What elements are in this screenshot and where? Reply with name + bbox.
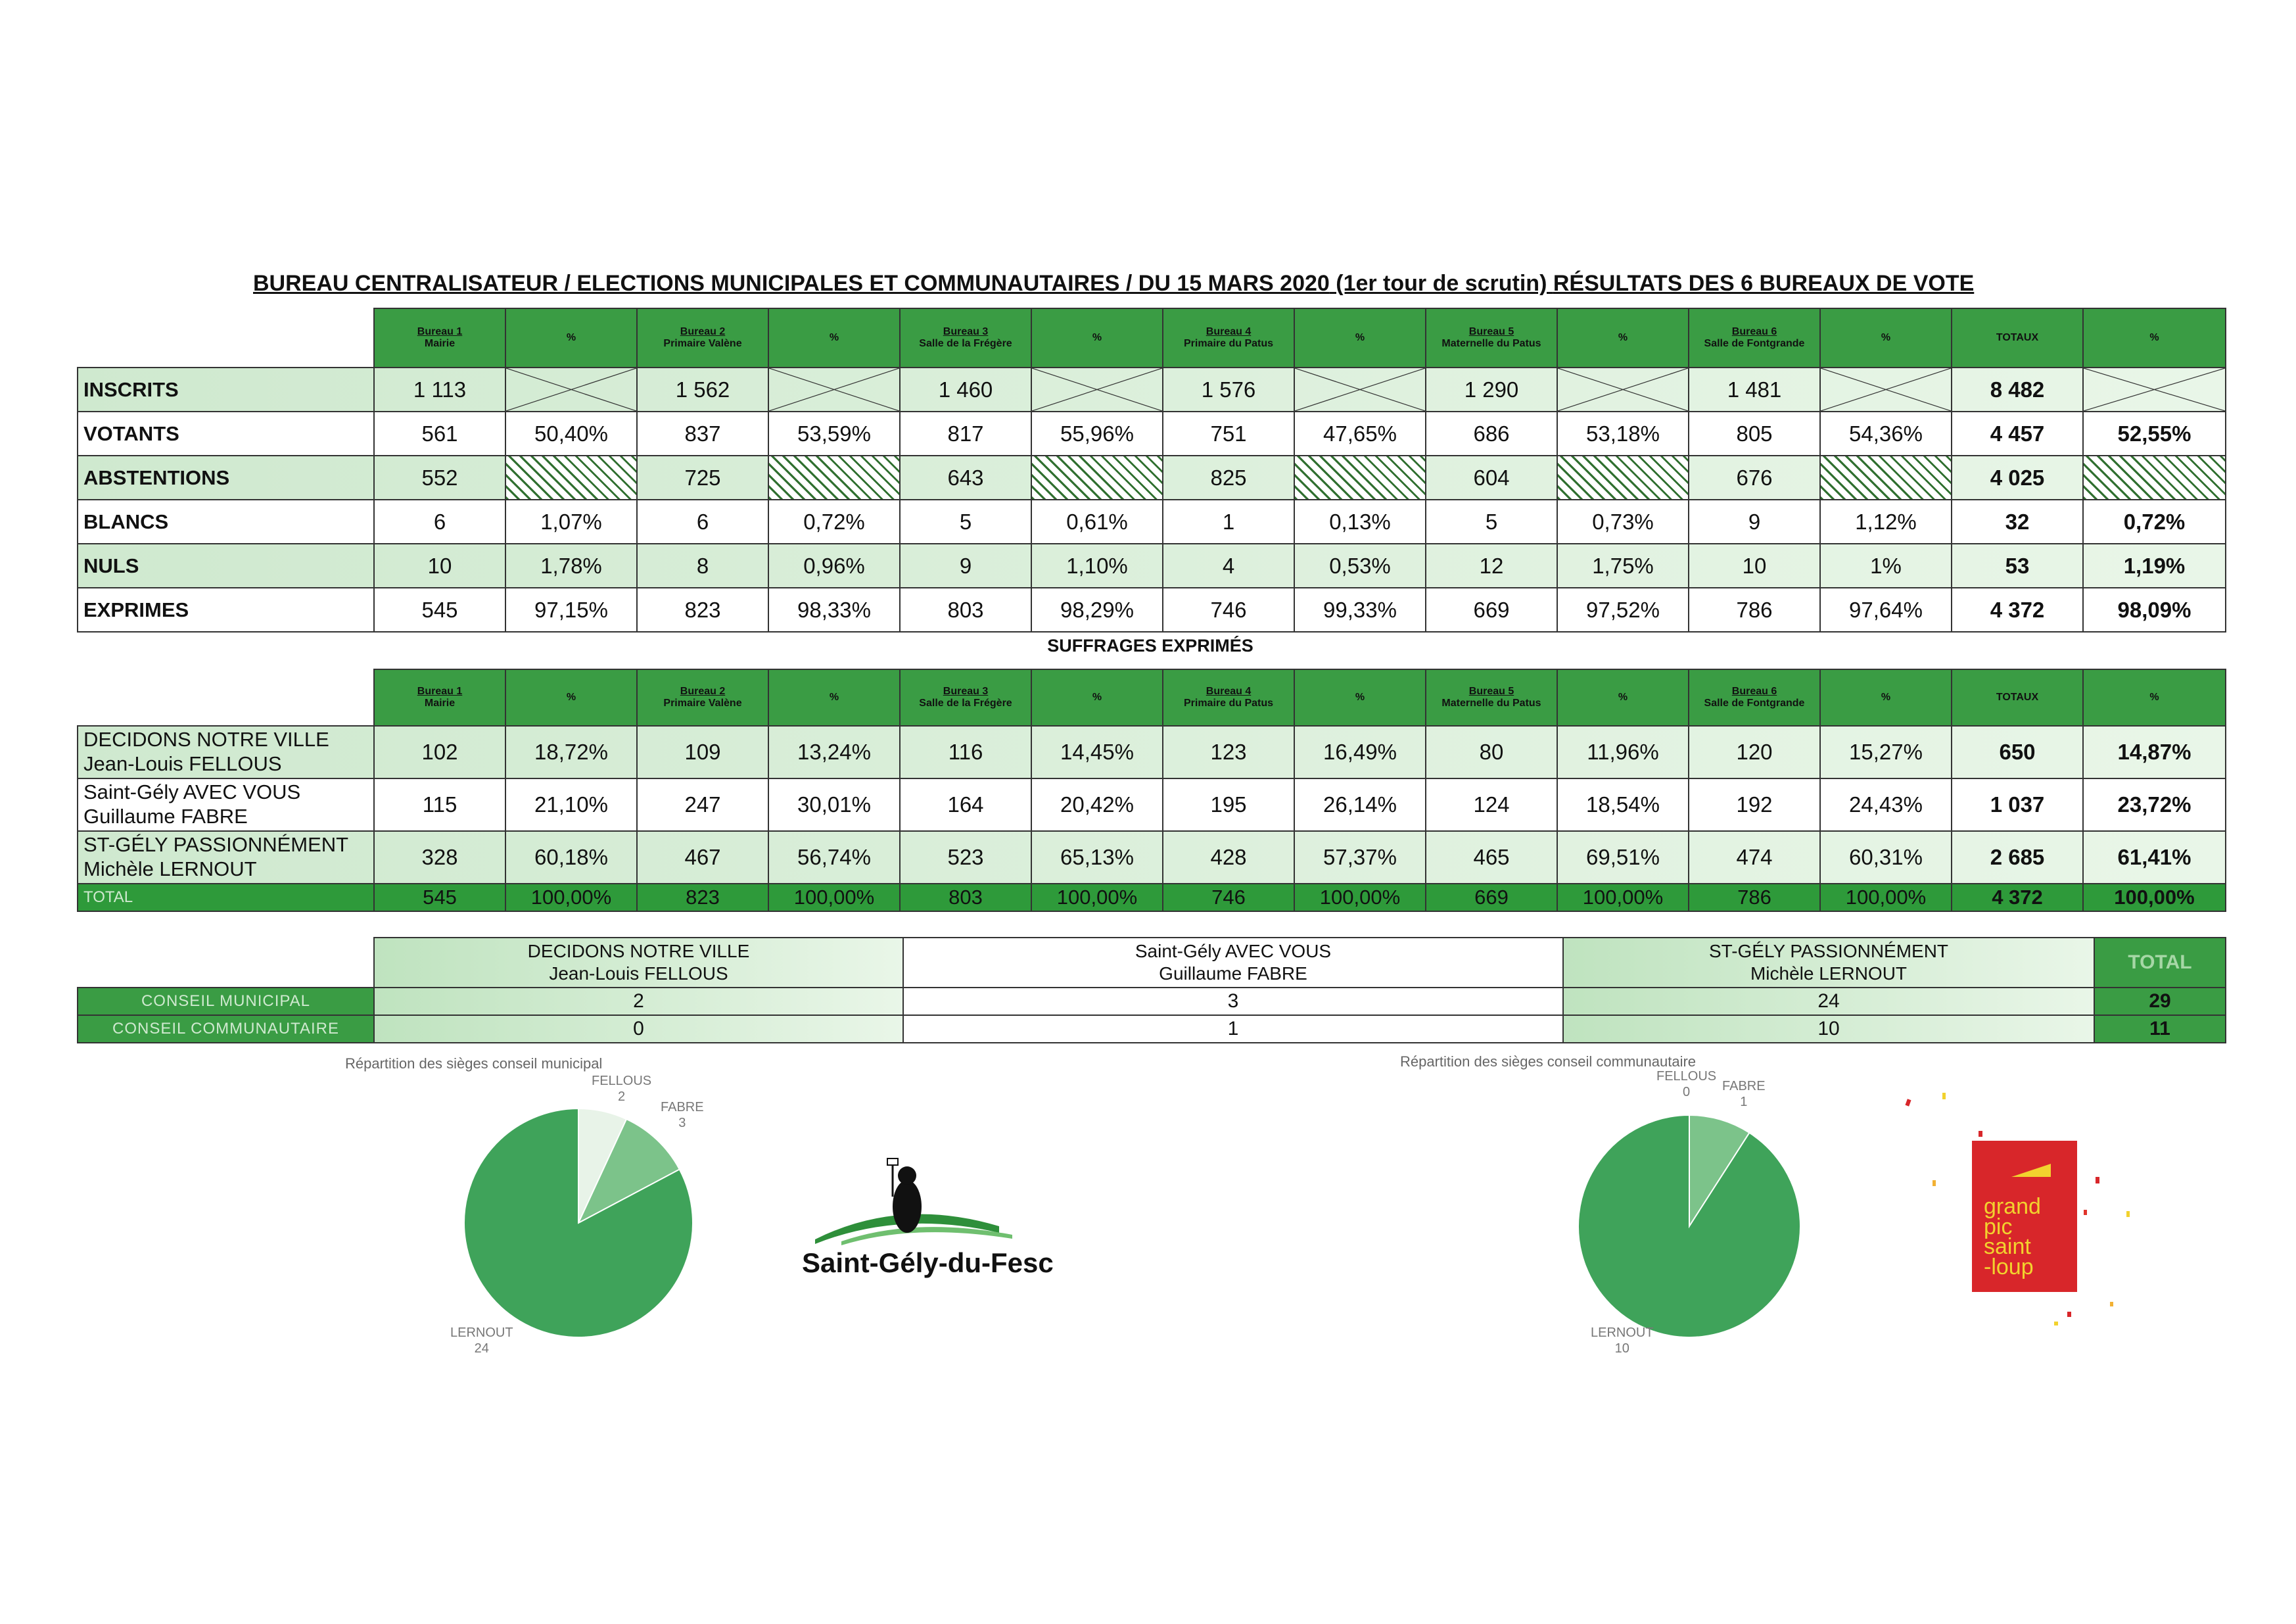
- bureau-name: Bureau 5: [1468, 325, 1514, 337]
- list-label: [78, 778, 374, 831]
- total-cell: 650: [1952, 726, 2083, 778]
- bureau-place: Salle de Fontgrande: [1704, 338, 1805, 349]
- bureau-header: [374, 308, 505, 368]
- gpsl-line2: pic: [1984, 1214, 2013, 1239]
- value-cell: 10: [374, 544, 505, 588]
- gpsl-line1: grand: [1984, 1194, 2041, 1219]
- bureau-name: Bureau 6: [1731, 325, 1777, 337]
- cross-mark: [506, 368, 636, 411]
- row-label: EXPRIMES: [78, 588, 374, 632]
- value-cell: 6: [374, 500, 505, 544]
- seats-total: 29: [2094, 988, 2226, 1015]
- pct-cell: 97,52%: [1557, 588, 1689, 632]
- bureau-header: [637, 669, 768, 726]
- value-cell: 686: [1426, 412, 1557, 456]
- total-pct-cell: 14,87%: [2083, 726, 2226, 778]
- seats-party-lernout: ST-GÉLY PASSIONNÉMENT Michèle LERNOUT: [1563, 938, 2094, 988]
- header-corner: [78, 669, 374, 726]
- total-cell: 2 685: [1952, 831, 2083, 884]
- bureau-place: Mairie: [424, 698, 456, 709]
- pct-cell: 13,24%: [768, 726, 900, 778]
- pct-cell: 100,00%: [505, 884, 637, 911]
- pct-cell: 100,00%: [1820, 884, 1952, 911]
- total-pct-cell: 23,72%: [2083, 778, 2226, 831]
- pct-header: %: [768, 669, 900, 726]
- pie1-title: Répartition des sièges conseil municipal: [345, 1055, 603, 1072]
- list-row: [78, 726, 2226, 778]
- gpsl-line4: -loup: [1984, 1254, 2034, 1279]
- pct-cell: 15,27%: [1820, 726, 1952, 778]
- pct-cell: 54,36%: [1820, 412, 1952, 456]
- total-pct-cell: 98,09%: [2083, 588, 2226, 632]
- bureau-header: [1689, 669, 1820, 726]
- cross-mark: [1558, 368, 1688, 411]
- seats-row-label: CONSEIL MUNICIPAL: [78, 988, 374, 1015]
- total-cell: 4 025: [1952, 456, 2083, 500]
- value-cell: 837: [637, 412, 768, 456]
- bureau-name: Bureau 3: [943, 325, 989, 337]
- value-cell: 1 113: [374, 368, 505, 412]
- table-row: [78, 544, 2226, 588]
- pie2-title: Répartition des sièges conseil communautaire: [1400, 1053, 1697, 1070]
- value-cell: 643: [900, 456, 1031, 500]
- title-main: BUREAU CENTRALISATEUR / ELECTIONS MUNICIPALES ET COMMUNAUTAIRES / DU 15 MARS 2020: [253, 271, 1330, 296]
- bureau-place: Maternelle du Patus: [1441, 698, 1541, 709]
- bureau-header: [1689, 308, 1820, 368]
- pct-cell: 98,29%: [1031, 588, 1163, 632]
- value-cell: 5: [900, 500, 1031, 544]
- pie2-label-fellous: FELLOUS 0: [1656, 1069, 1717, 1099]
- value-cell: 1 481: [1689, 368, 1820, 412]
- value-cell: 669: [1426, 884, 1557, 911]
- bureau-place: Salle de Fontgrande: [1704, 698, 1805, 709]
- table-row: [78, 368, 2226, 412]
- pct-cell: [1031, 368, 1163, 412]
- gpsl-line3: saint: [1984, 1234, 2031, 1260]
- pie1-label-fabre: FABRE 3: [661, 1100, 704, 1130]
- pct-cell: 14,45%: [1031, 726, 1163, 778]
- pct-cell: 56,74%: [768, 831, 900, 884]
- seats-table: [77, 937, 2226, 1043]
- total-cell: 8 482: [1952, 368, 2083, 412]
- total-pct-cell: 100,00%: [2083, 884, 2226, 911]
- pie-chart-communautaire: [1574, 1111, 1804, 1341]
- bureau-place: Salle de la Frégère: [919, 698, 1012, 709]
- pct-cell: 99,33%: [1294, 588, 1426, 632]
- pct-header: %: [2083, 669, 2226, 726]
- bureau-header: [1426, 669, 1557, 726]
- total-pct-cell: 0,72%: [2083, 500, 2226, 544]
- pct-cell: [505, 456, 637, 500]
- pct-cell: 1,78%: [505, 544, 637, 588]
- bureau-place: Maternelle du Patus: [1441, 338, 1541, 349]
- list-name: ST-GÉLY PASSIONNÉMENT: [83, 833, 349, 857]
- participation-table: [77, 308, 2226, 633]
- total-pct-cell: [2083, 456, 2226, 500]
- value-cell: 10: [1689, 544, 1820, 588]
- value-cell: 604: [1426, 456, 1557, 500]
- pie2-label-lernout: LERNOUT 10: [1591, 1325, 1654, 1356]
- value-cell: 1 576: [1163, 368, 1294, 412]
- pct-cell: 0,96%: [768, 544, 900, 588]
- value-cell: 102: [374, 726, 505, 778]
- pct-cell: [1820, 456, 1952, 500]
- bureau-name: Bureau 6: [1731, 685, 1777, 697]
- row-label: ABSTENTIONS: [78, 456, 374, 500]
- cross-mark: [769, 368, 899, 411]
- cross-mark: [1032, 368, 1162, 411]
- pct-cell: 0,61%: [1031, 500, 1163, 544]
- seats-cell: 2: [374, 988, 903, 1015]
- pct-cell: 1,75%: [1557, 544, 1689, 588]
- value-cell: 12: [1426, 544, 1557, 588]
- totals-header: TOTAUX: [1952, 308, 2083, 368]
- bureau-header: [1163, 669, 1294, 726]
- total-pct-cell: [2083, 368, 2226, 412]
- list-leader: Jean-Louis FELLOUS: [83, 752, 282, 775]
- seats-total: 11: [2094, 1015, 2226, 1043]
- total-cell: 4 457: [1952, 412, 2083, 456]
- value-cell: 4: [1163, 544, 1294, 588]
- list-leader: Guillaume FABRE: [83, 805, 248, 828]
- bear-emblem-icon: [802, 1157, 1029, 1249]
- town-name: Saint-Gély-du-Fesc: [802, 1247, 1054, 1278]
- cross-mark: [2084, 368, 2225, 411]
- value-cell: 805: [1689, 412, 1820, 456]
- pct-cell: [768, 456, 900, 500]
- pct-header: %: [1820, 308, 1952, 368]
- seats-total-header: TOTAL: [2094, 938, 2226, 988]
- title-results: RÉSULTATS DES 6 BUREAUX DE VOTE: [1553, 271, 1975, 296]
- pct-cell: 24,43%: [1820, 778, 1952, 831]
- value-cell: 195: [1163, 778, 1294, 831]
- value-cell: 725: [637, 456, 768, 500]
- row-label: INSCRITS: [78, 368, 374, 412]
- bureau-name: Bureau 1: [417, 685, 463, 697]
- pct-cell: [768, 368, 900, 412]
- seats-cell: 1: [903, 1015, 1563, 1043]
- title-round: (1er tour de scrutin): [1329, 271, 1553, 296]
- total-cell: 53: [1952, 544, 2083, 588]
- value-cell: 467: [637, 831, 768, 884]
- pct-cell: 1,07%: [505, 500, 637, 544]
- value-cell: 109: [637, 726, 768, 778]
- pct-cell: [1557, 456, 1689, 500]
- pct-cell: 1%: [1820, 544, 1952, 588]
- list-leader: Michèle LERNOUT: [83, 857, 257, 880]
- value-cell: 120: [1689, 726, 1820, 778]
- suffrages-heading: SUFFRAGES EXPRIMÉS: [1047, 636, 1253, 656]
- value-cell: 5: [1426, 500, 1557, 544]
- list-label: [78, 831, 374, 884]
- seats-cell: 3: [903, 988, 1563, 1015]
- pct-header: %: [768, 308, 900, 368]
- total-cell: 4 372: [1952, 588, 2083, 632]
- pct-cell: [1820, 368, 1952, 412]
- value-cell: 123: [1163, 726, 1294, 778]
- bureau-place: Mairie: [424, 338, 456, 349]
- pct-header: %: [1031, 669, 1163, 726]
- value-cell: 8: [637, 544, 768, 588]
- pct-cell: 21,10%: [505, 778, 637, 831]
- pct-cell: 100,00%: [768, 884, 900, 911]
- pct-cell: 55,96%: [1031, 412, 1163, 456]
- total-label: TOTAL: [78, 884, 374, 911]
- value-cell: 751: [1163, 412, 1294, 456]
- value-cell: 823: [637, 884, 768, 911]
- value-cell: 80: [1426, 726, 1557, 778]
- pct-cell: 0,53%: [1294, 544, 1426, 588]
- pct-cell: 60,31%: [1820, 831, 1952, 884]
- value-cell: 1 562: [637, 368, 768, 412]
- pct-cell: 26,14%: [1294, 778, 1426, 831]
- list-row: [78, 778, 2226, 831]
- seats-cell: 0: [374, 1015, 903, 1043]
- bureau-name: Bureau 2: [680, 685, 726, 697]
- pct-cell: 100,00%: [1294, 884, 1426, 911]
- total-cell: 4 372: [1952, 884, 2083, 911]
- bureau-place: Primaire du Patus: [1183, 698, 1274, 709]
- value-cell: 1 460: [900, 368, 1031, 412]
- pct-header: %: [1294, 308, 1426, 368]
- pct-cell: [505, 368, 637, 412]
- pct-cell: 65,13%: [1031, 831, 1163, 884]
- value-cell: 9: [1689, 500, 1820, 544]
- bureau-header: [374, 669, 505, 726]
- value-cell: 561: [374, 412, 505, 456]
- pct-cell: 98,33%: [768, 588, 900, 632]
- value-cell: 803: [900, 884, 1031, 911]
- list-name: DECIDONS NOTRE VILLE: [83, 728, 329, 752]
- pie1-label-lernout: LERNOUT 24: [450, 1325, 513, 1356]
- pct-cell: 0,13%: [1294, 500, 1426, 544]
- pct-cell: 16,49%: [1294, 726, 1426, 778]
- value-cell: 746: [1163, 884, 1294, 911]
- bureau-place: Primaire Valène: [663, 338, 742, 349]
- pct-header: %: [1557, 669, 1689, 726]
- pct-cell: 50,40%: [505, 412, 637, 456]
- value-cell: 746: [1163, 588, 1294, 632]
- pct-cell: 20,42%: [1031, 778, 1163, 831]
- pct-cell: 60,18%: [505, 831, 637, 884]
- pct-cell: 30,01%: [768, 778, 900, 831]
- list-row: [78, 831, 2226, 884]
- seats-party-fellous: DECIDONS NOTRE VILLE Jean-Louis FELLOUS: [374, 938, 903, 988]
- row-label: VOTANTS: [78, 412, 374, 456]
- pct-header: %: [1820, 669, 1952, 726]
- list-label: [78, 726, 374, 778]
- pct-cell: 1,10%: [1031, 544, 1163, 588]
- seats-cell: 24: [1563, 988, 2094, 1015]
- bureau-place: Primaire du Patus: [1183, 338, 1274, 349]
- bureau-header: [900, 308, 1031, 368]
- bureau-header: [637, 308, 768, 368]
- value-cell: 523: [900, 831, 1031, 884]
- pct-cell: 18,72%: [505, 726, 637, 778]
- header-corner: [78, 308, 374, 368]
- value-cell: 786: [1689, 884, 1820, 911]
- value-cell: 676: [1689, 456, 1820, 500]
- value-cell: 428: [1163, 831, 1294, 884]
- pct-cell: [1557, 368, 1689, 412]
- total-pct-cell: 61,41%: [2083, 831, 2226, 884]
- cross-mark: [1821, 368, 1951, 411]
- value-cell: 164: [900, 778, 1031, 831]
- bureau-name: Bureau 4: [1206, 325, 1252, 337]
- pie-chart-municipal: [460, 1105, 697, 1341]
- pct-header: %: [505, 669, 637, 726]
- row-label: NULS: [78, 544, 374, 588]
- value-cell: 825: [1163, 456, 1294, 500]
- value-cell: 1: [1163, 500, 1294, 544]
- pct-cell: 97,15%: [505, 588, 637, 632]
- value-cell: 247: [637, 778, 768, 831]
- value-cell: 115: [374, 778, 505, 831]
- pct-header: %: [1294, 669, 1426, 726]
- value-cell: 552: [374, 456, 505, 500]
- table-row: [78, 412, 2226, 456]
- pct-cell: 47,65%: [1294, 412, 1426, 456]
- pct-cell: 18,54%: [1557, 778, 1689, 831]
- pct-cell: 53,59%: [768, 412, 900, 456]
- total-pct-cell: 1,19%: [2083, 544, 2226, 588]
- pie-slice-lernout: [1578, 1115, 1800, 1337]
- value-cell: 669: [1426, 588, 1557, 632]
- seats-party-fabre: Saint-Gély AVEC VOUS Guillaume FABRE: [903, 938, 1563, 988]
- pct-header: %: [505, 308, 637, 368]
- value-cell: 803: [900, 588, 1031, 632]
- pct-cell: 0,72%: [768, 500, 900, 544]
- row-label: BLANCS: [78, 500, 374, 544]
- pct-cell: 1,12%: [1820, 500, 1952, 544]
- bureau-header: [900, 669, 1031, 726]
- pct-header: %: [1031, 308, 1163, 368]
- value-cell: 786: [1689, 588, 1820, 632]
- value-cell: 1 290: [1426, 368, 1557, 412]
- pie1-label-fellous: FELLOUS 2: [592, 1074, 652, 1104]
- bureau-name: Bureau 3: [943, 685, 989, 697]
- table-row: [78, 456, 2226, 500]
- bureau-name: Bureau 5: [1468, 685, 1514, 697]
- bureau-name: Bureau 4: [1206, 685, 1252, 697]
- pct-cell: [1294, 368, 1426, 412]
- value-cell: 474: [1689, 831, 1820, 884]
- value-cell: 9: [900, 544, 1031, 588]
- seats-row-label: CONSEIL COMMUNAUTAIRE: [78, 1015, 374, 1043]
- pct-cell: 11,96%: [1557, 726, 1689, 778]
- value-cell: 328: [374, 831, 505, 884]
- table-row: [78, 500, 2226, 544]
- bureau-place: Primaire Valène: [663, 698, 742, 709]
- total-cell: 1 037: [1952, 778, 2083, 831]
- list-name: Saint-Gély AVEC VOUS: [83, 780, 301, 804]
- bureau-header: [1163, 308, 1294, 368]
- value-cell: 545: [374, 588, 505, 632]
- document-title: [253, 271, 2057, 297]
- pct-header: %: [1557, 308, 1689, 368]
- bureau-name: Bureau 1: [417, 325, 463, 337]
- value-cell: 6: [637, 500, 768, 544]
- pie2-label-fabre: FABRE 1: [1722, 1079, 1766, 1109]
- value-cell: 817: [900, 412, 1031, 456]
- value-cell: 545: [374, 884, 505, 911]
- value-cell: 192: [1689, 778, 1820, 831]
- pct-cell: 100,00%: [1031, 884, 1163, 911]
- total-cell: 32: [1952, 500, 2083, 544]
- value-cell: 823: [637, 588, 768, 632]
- table-row: [78, 588, 2226, 632]
- pct-cell: [1294, 456, 1426, 500]
- cross-mark: [1295, 368, 1425, 411]
- pct-cell: 97,64%: [1820, 588, 1952, 632]
- pct-cell: 69,51%: [1557, 831, 1689, 884]
- value-cell: 465: [1426, 831, 1557, 884]
- saint-gely-logo: [802, 1157, 1054, 1289]
- pct-header: %: [2083, 308, 2226, 368]
- suffrages-table: [77, 669, 2226, 912]
- total-pct-cell: 52,55%: [2083, 412, 2226, 456]
- bureau-header: [1426, 308, 1557, 368]
- pct-cell: 53,18%: [1557, 412, 1689, 456]
- value-cell: 124: [1426, 778, 1557, 831]
- total-row: [78, 884, 2226, 911]
- seats-cell: 10: [1563, 1015, 2094, 1043]
- confetti-decoration: [1893, 1091, 2143, 1335]
- bureau-place: Salle de la Frégère: [919, 338, 1012, 349]
- bureau-name: Bureau 2: [680, 325, 726, 337]
- pct-cell: [1031, 456, 1163, 500]
- pct-cell: 57,37%: [1294, 831, 1426, 884]
- pct-cell: 100,00%: [1557, 884, 1689, 911]
- value-cell: 116: [900, 726, 1031, 778]
- pct-cell: 0,73%: [1557, 500, 1689, 544]
- totals-header: TOTAUX: [1952, 669, 2083, 726]
